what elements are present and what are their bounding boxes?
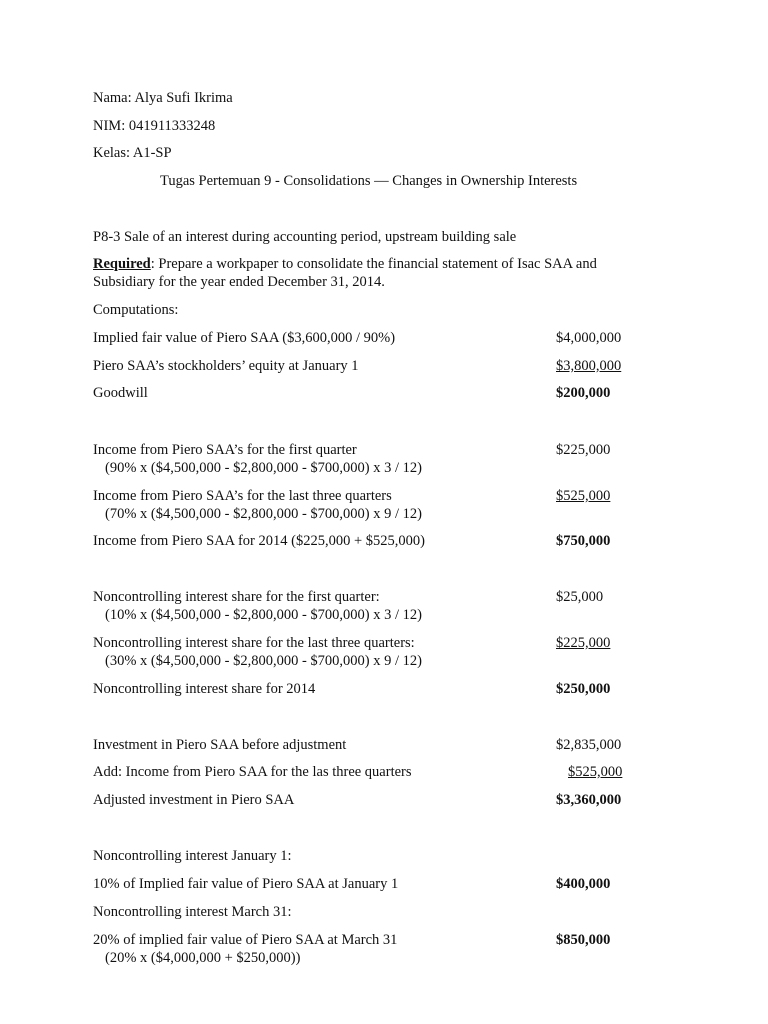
investment-before-amount: $2,835,000: [556, 737, 622, 753]
investment-add-label: Add: Income from Piero SAA for the las three quarters: [93, 764, 412, 780]
income-first-quarter-label: Income from Piero SAA’s for the first quarter: [93, 442, 357, 458]
goodwill-amount: $200,000: [556, 385, 611, 401]
required-text: : Prepare a workpaper to consolidate the financial statement of Isac SAA and Subsidiary for the year ended December 31, 2014.: [93, 256, 597, 290]
nci-march-heading: Noncontrolling interest March 31:: [93, 904, 292, 920]
student-name: Nama: Alya Sufi Ikrima: [93, 90, 233, 106]
nci-march-amount: $850,000: [556, 932, 611, 948]
stockholders-equity-amount: $3,800,000: [556, 358, 622, 374]
required-paragraph: [93, 255, 653, 291]
nci-january-amount: $400,000: [556, 876, 611, 892]
nci-march-formula: (20% x ($4,000,000 + $250,000)): [105, 950, 301, 966]
nci-first-quarter-amount: $25,000: [556, 589, 604, 605]
nci-first-quarter-label: Noncontrolling interest share for the first quarter:: [93, 589, 380, 605]
student-class: Kelas: A1-SP: [93, 145, 172, 161]
problem-heading: P8-3 Sale of an interest during accounting period, upstream building sale: [93, 229, 517, 245]
income-last-quarters-label: Income from Piero SAA’s for the last three quarters: [93, 488, 392, 504]
income-2014-amount: $750,000: [556, 533, 611, 549]
assignment-title: Tugas Pertemuan 9 - Consolidations — Changes in Ownership Interests: [160, 173, 578, 189]
student-nim: NIM: 041911333248: [93, 118, 216, 134]
nci-january-label: 10% of Implied fair value of Piero SAA at January 1: [93, 876, 399, 892]
goodwill-label: Goodwill: [93, 385, 148, 401]
nci-first-quarter-formula: (10% x ($4,500,000 - $2,800,000 - $700,000) x 3 / 12): [105, 607, 422, 623]
investment-add-amount: $525,000: [568, 764, 623, 780]
investment-adjusted-amount: $3,360,000: [556, 792, 622, 808]
nci-january-heading: Noncontrolling interest January 1:: [93, 848, 292, 864]
nci-march-label: 20% of implied fair value of Piero SAA at March 31: [93, 932, 398, 948]
investment-adjusted-label: Adjusted investment in Piero SAA: [93, 792, 295, 808]
stockholders-equity-label: Piero SAA’s stockholders’ equity at January 1: [93, 358, 359, 374]
nci-last-quarters-formula: (30% x ($4,500,000 - $2,800,000 - $700,000) x 9 / 12): [105, 653, 422, 669]
nci-2014-amount: $250,000: [556, 681, 611, 697]
investment-before-label: Investment in Piero SAA before adjustment: [93, 737, 347, 753]
income-last-quarters-amount: $525,000: [556, 488, 611, 504]
income-last-quarters-formula: (70% x ($4,500,000 - $2,800,000 - $700,000) x 9 / 12): [105, 506, 422, 522]
income-2014-label: Income from Piero SAA for 2014 ($225,000 + $525,000): [93, 533, 425, 549]
implied-fair-value-amount: $4,000,000: [556, 330, 622, 346]
nci-last-quarters-label: Noncontrolling interest share for the last three quarters:: [93, 635, 415, 651]
nci-last-quarters-amount: $225,000: [556, 635, 611, 651]
implied-fair-value-label: Implied fair value of Piero SAA ($3,600,000 / 90%): [93, 330, 396, 346]
nci-2014-label: Noncontrolling interest share for 2014: [93, 681, 316, 697]
income-first-quarter-formula: (90% x ($4,500,000 - $2,800,000 - $700,000) x 3 / 12): [105, 460, 422, 476]
income-first-quarter-amount: $225,000: [556, 442, 611, 458]
required-label: Required: [93, 256, 151, 272]
computations-label: Computations:: [93, 302, 179, 318]
